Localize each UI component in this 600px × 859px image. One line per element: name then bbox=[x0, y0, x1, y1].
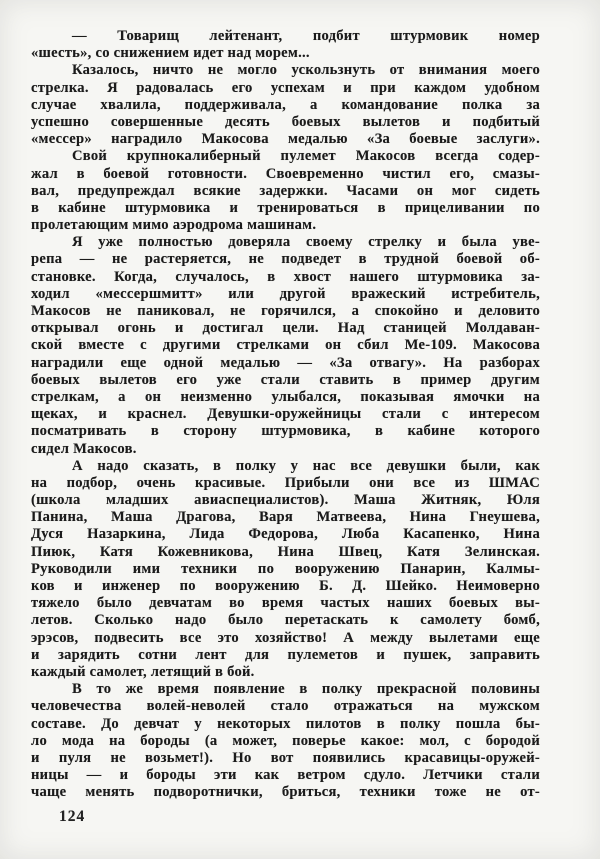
text-line: летов. Сколько надо было перетаскать к самолету бомб, bbox=[31, 612, 540, 629]
text-line: Свой крупнокалиберный пулемет Макосов всегда содер- bbox=[72, 148, 540, 165]
text-line: тяжело было девчатам во время частых наших боевых вы- bbox=[31, 595, 540, 612]
text-line: наградили еще одной медалью — «За отвагу». На разборах bbox=[31, 354, 540, 371]
text-line: ков и инженер по вооружению Б. Д. Шейко. Неимоверно bbox=[31, 578, 540, 594]
text-line: человечества волей-неволей стало отражаться на мужском bbox=[31, 698, 540, 715]
text-line: Пиюк, Катя Кожевникова, Нина Швец, Катя Зелинская. bbox=[31, 543, 540, 560]
text-line: А надо сказать, в полку у нас все девушки были, как bbox=[72, 457, 540, 474]
text-line: боевых вылетов его уже стали ставить в пример другим bbox=[31, 371, 540, 388]
text-line: стрелка. Я радовалась его успехам и при каждом удобном bbox=[31, 79, 540, 96]
text-line: каждый самолет, летящий в бой. bbox=[31, 663, 255, 680]
text-line: Казалось, ничто не могло ускользнуть от внимания моего bbox=[72, 62, 540, 79]
text-line: составе. До девчат у некоторых пилотов в полку пошла бы- bbox=[31, 715, 540, 732]
text-line: Панина, Маша Драгова, Варя Матвеева, Нина Гнеушева, bbox=[31, 509, 540, 526]
text-line: становке. Когда, случалось, в хвост нашего штурмовика за- bbox=[31, 268, 540, 285]
text-line: пролетающим мимо аэродрома машинам. bbox=[31, 217, 317, 234]
paragraph bbox=[31, 234, 540, 457]
text-line: «мессер» наградило Макосова медалью «За боевые заслуги». bbox=[31, 131, 540, 148]
text-line: вал, предупреждал всякие задержки. Часами он мог сидеть bbox=[31, 182, 540, 199]
text-line: посматривать в сторону штурмовика, в кабине которого bbox=[31, 423, 540, 440]
text-line: В то же время появление в полку прекрасной половины bbox=[72, 681, 540, 698]
text-line: щеках, и краснел. Девушки-оружейницы стали с интересом bbox=[31, 406, 540, 423]
paragraph bbox=[31, 62, 540, 148]
text-line: на подбор, очень красивые. Прибыли они все из ШМАС bbox=[31, 474, 540, 491]
paragraph bbox=[31, 458, 540, 681]
text-line: и зарядить сотни лент для пулеметов и пушек, заправить bbox=[31, 646, 540, 663]
text-line: — Товарищ лейтенант, подбит штурмовик номер bbox=[72, 28, 540, 44]
paragraph bbox=[31, 681, 540, 801]
text-line: (школа младших авиаспециалистов). Маша Житняк, Юля bbox=[31, 492, 540, 509]
text-line: успешно совершенные десять боевых вылетов и подбитый bbox=[31, 113, 540, 130]
paragraph bbox=[31, 28, 540, 62]
text-line: эрэсов, подвесить все это хозяйство! А между вылетами еще bbox=[31, 629, 540, 646]
text-line: в кабине штурмовика и тренироваться в прицеливании по bbox=[31, 199, 540, 216]
page-text bbox=[31, 28, 540, 801]
text-line: ло мода на бороды (а может, поверье какое: мол, с бородой bbox=[31, 732, 540, 749]
text-line: Макосов не паниковал, не горячился, а спокойно и деловито bbox=[31, 303, 540, 319]
page-number: 124 bbox=[59, 808, 86, 825]
text-line: чаще менять подворотнички, бриться, техники тоже не от- bbox=[31, 784, 540, 801]
text-line: Дуся Назаркина, Лида Федорова, Люба Касапенко, Нина bbox=[31, 526, 540, 543]
text-line: стрелкам, а он неизменно улыбался, показывая ямочки на bbox=[31, 388, 540, 405]
text-line: ской вместе с другими стрелками он сбил Ме-109. Макосова bbox=[31, 337, 540, 354]
text-line: «шесть», со снижением идет над морем... bbox=[31, 45, 310, 62]
text-line: случае хвалила, поддерживала, а командование полка за bbox=[31, 96, 540, 113]
text-line: открывал огонь и достигал цели. Над станицей Молдаван- bbox=[31, 320, 540, 337]
text-line: Руководили ими техники по вооружению Панарин, Калмы- bbox=[31, 560, 540, 577]
text-line: сидел Макосов. bbox=[31, 440, 137, 457]
text-line: репа — не растеряется, не подведет в трудной боевой об- bbox=[31, 251, 540, 268]
text-line: и пуля не возьмет!). Но вот появились красавицы-оружей- bbox=[31, 749, 540, 766]
text-line: ходил «мессершмитт» или другой вражеский истребитель, bbox=[31, 285, 540, 302]
text-line: Я уже полностью доверяла своему стрелку и была уве- bbox=[72, 234, 540, 251]
text-line: ницы — и бороды эти как ветром сдуло. Летчики стали bbox=[31, 767, 540, 784]
paragraph bbox=[31, 148, 540, 234]
text-line: жал в боевой готовности. Своевременно чистил его, смазы- bbox=[31, 165, 540, 182]
